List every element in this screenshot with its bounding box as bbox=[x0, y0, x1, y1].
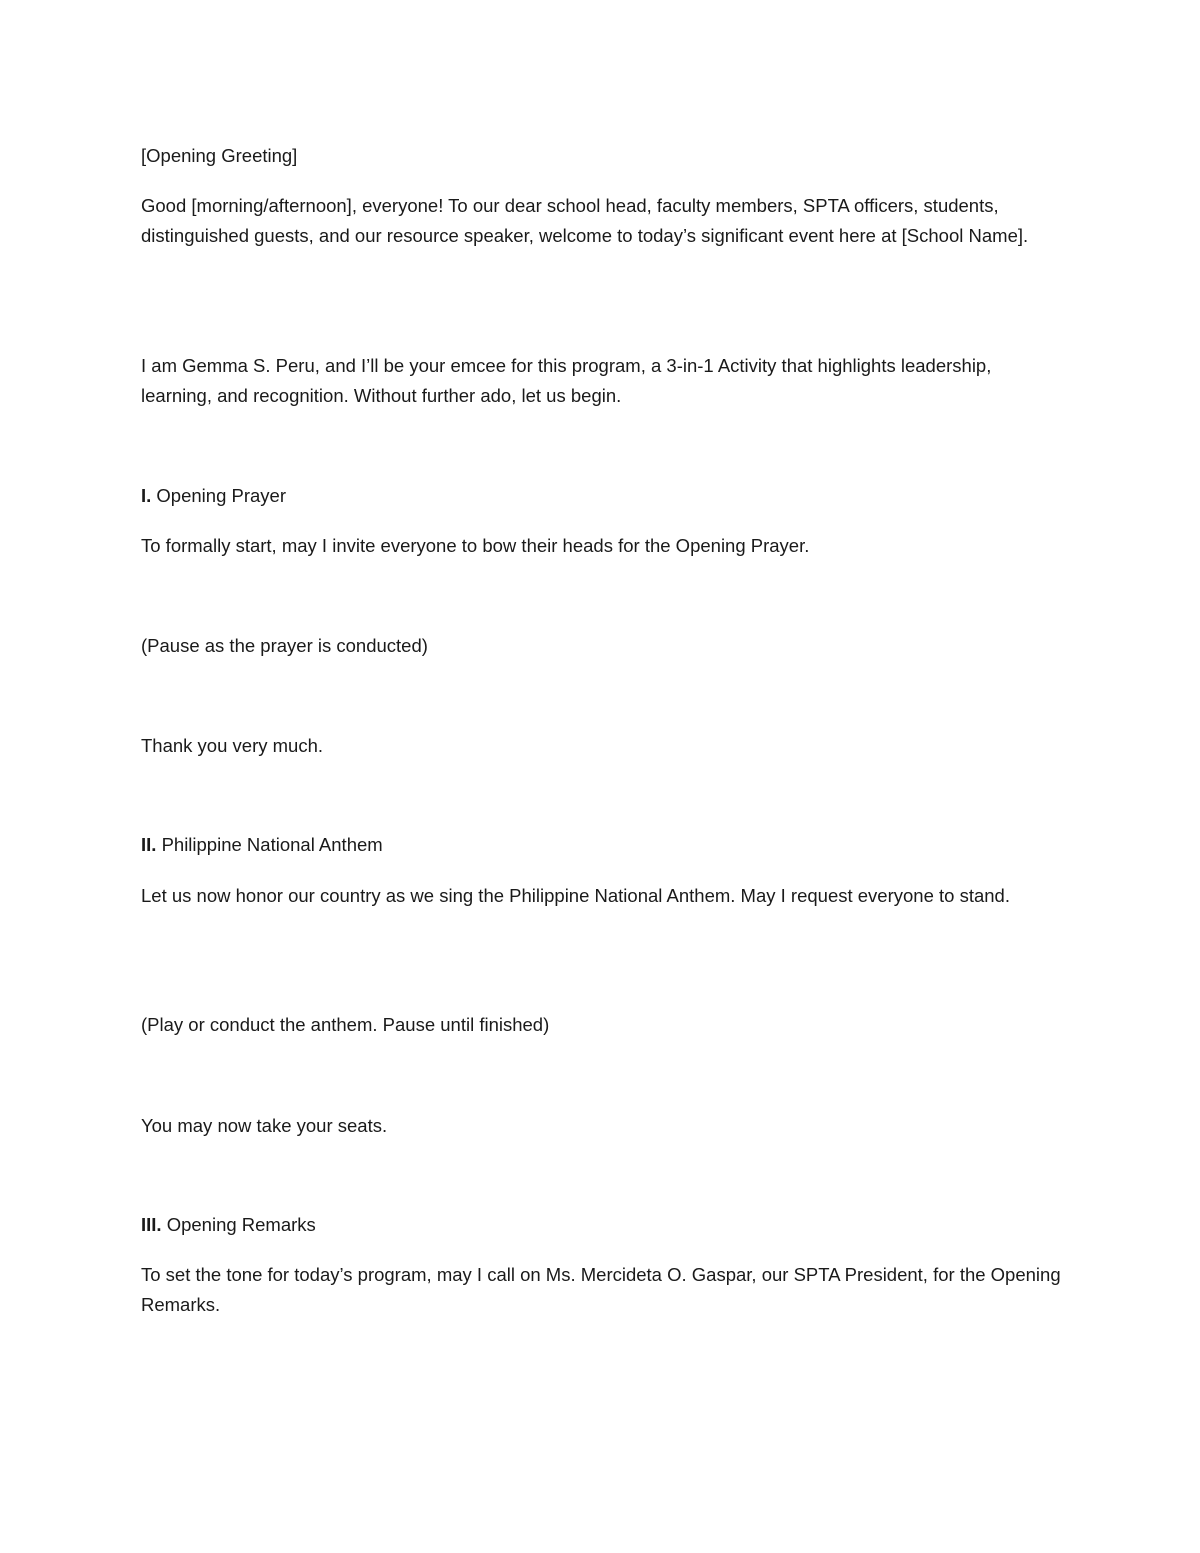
section-line: To set the tone for today’s program, may I call on Ms. Mercideta O. Gaspar, our SPTA President, for the Opening Remarks. bbox=[141, 1264, 1061, 1315]
section-line: You may now take your seats. bbox=[141, 1115, 388, 1136]
intro-paragraph: I am Gemma S. Peru, and I’ll be your emcee for this program, a 3-in-1 Activity that highlights leadership, learning, and recognition. Without further ado, let us begin. bbox=[141, 355, 992, 406]
greeting-paragraph: Good [morning/afternoon], everyone! To our dear school head, faculty members, SPTA officers, students, distinguished guests, and our resource speaker, welcome to today’s significant event here at [School Name]. bbox=[141, 195, 1029, 246]
section-line: Let us now honor our country as we sing the Philippine National Anthem. May I request everyone to stand. bbox=[141, 885, 1010, 906]
section-heading-opening-prayer bbox=[141, 481, 1061, 511]
section-line: To formally start, may I invite everyone to bow their heads for the Opening Prayer. bbox=[141, 535, 810, 556]
section-number: I. bbox=[141, 485, 152, 506]
section-line: Thank you very much. bbox=[141, 735, 323, 756]
opening-greeting-label: [Opening Greeting] bbox=[141, 145, 298, 166]
section-number: II. bbox=[141, 834, 157, 855]
section-heading-national-anthem bbox=[141, 830, 1061, 860]
stage-direction: (Play or conduct the anthem. Pause until finished) bbox=[141, 1014, 550, 1035]
section-number: III. bbox=[141, 1214, 162, 1235]
section-title: Opening Remarks bbox=[166, 1214, 316, 1235]
section-heading-opening-remarks bbox=[141, 1210, 1061, 1240]
stage-direction: (Pause as the prayer is conducted) bbox=[141, 635, 428, 656]
section-title: Philippine National Anthem bbox=[161, 834, 383, 855]
section-title: Opening Prayer bbox=[156, 485, 286, 506]
